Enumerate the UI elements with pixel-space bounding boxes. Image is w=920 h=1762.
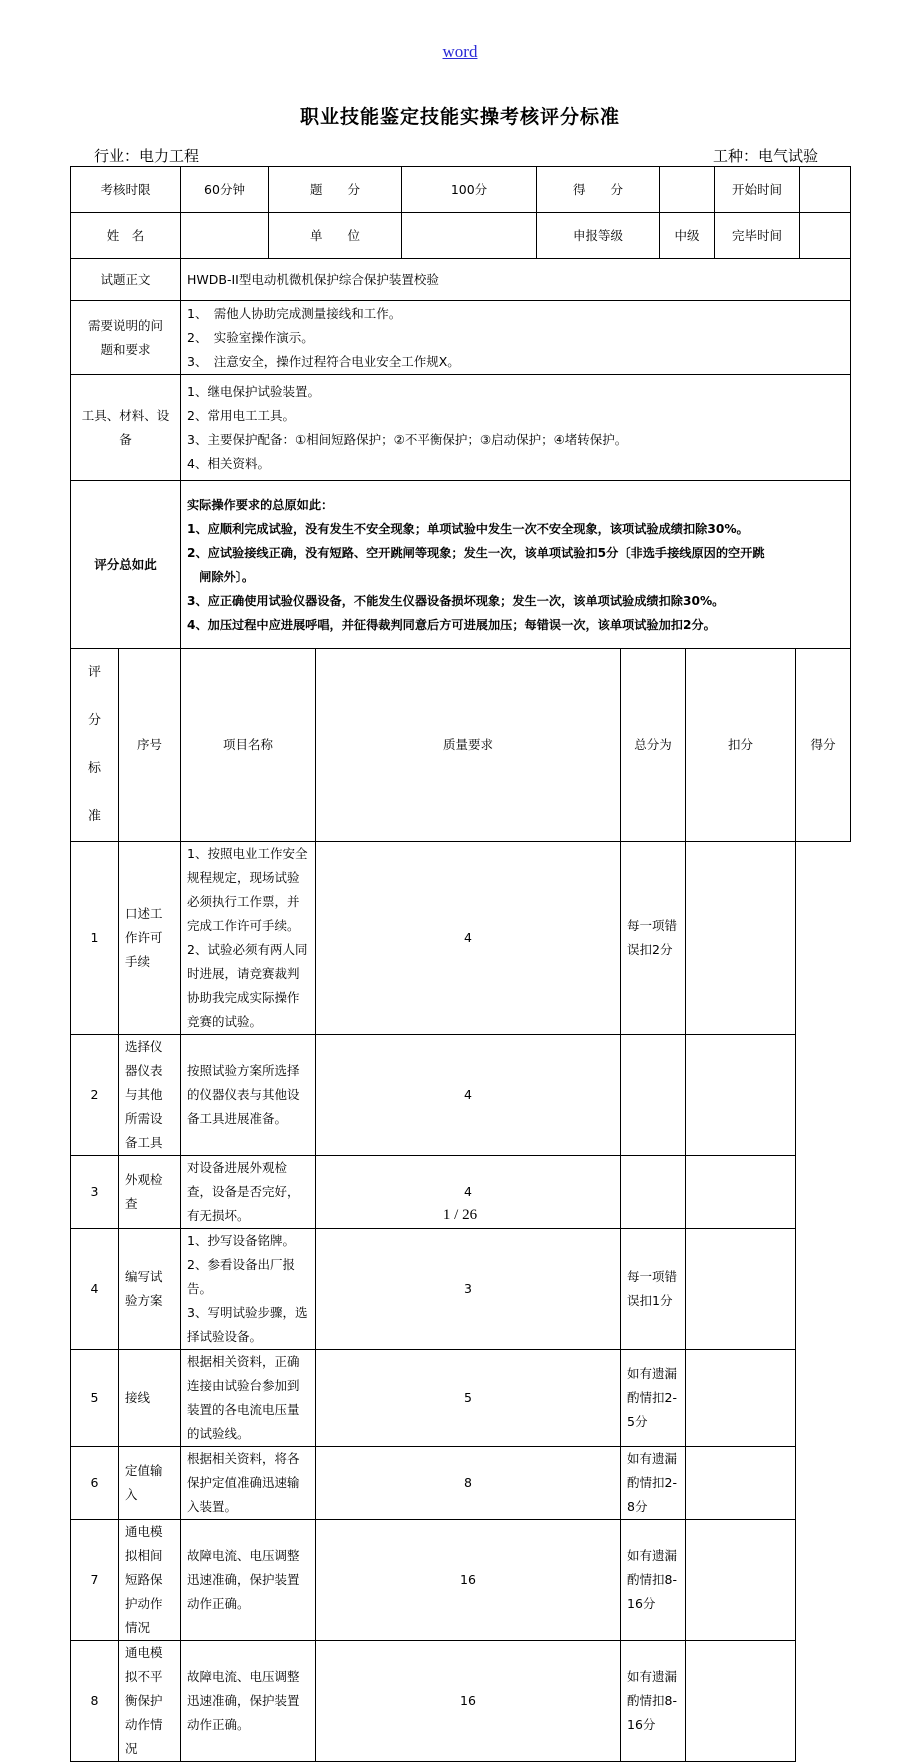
item-total: 16 xyxy=(316,1520,621,1641)
header-word-link[interactable]: word xyxy=(442,42,478,61)
table-row xyxy=(71,1641,851,1762)
level-label: 申报等级 xyxy=(537,213,660,259)
topic-label: 试题正文 xyxy=(71,259,181,301)
start-time-label: 开始时间 xyxy=(715,167,800,213)
item-no: 7 xyxy=(71,1520,119,1641)
summary-line: 3、应正确使用试验仪器设备，不能发生仪器设备损坏现象；发生一次，该单项试验成绩扣除30%。 xyxy=(187,593,725,608)
item-got-cell[interactable] xyxy=(686,1641,796,1762)
item-total: 5 xyxy=(316,1350,621,1447)
item-total: 4 xyxy=(316,842,621,1035)
tool-line: 2、常用电工工具。 xyxy=(187,407,295,423)
item-name: 通电模拟相间短路保护动作情况 xyxy=(119,1520,181,1641)
summary-line: 2、应试验接线正确，没有短路、空开跳闸等现象；发生一次，该单项试验扣5分〔非选手接线原因的空开跳 xyxy=(187,545,765,560)
item-got-cell[interactable] xyxy=(686,1350,796,1447)
item-no: 2 xyxy=(71,1035,119,1156)
finish-time-label: 完毕时间 xyxy=(715,213,800,259)
notes-cell xyxy=(181,301,851,375)
trade-label: 工种：电气试验 xyxy=(712,147,818,165)
side-char: 分 xyxy=(87,713,101,728)
table-row xyxy=(71,1520,851,1641)
item-requirement: 按照试验方案所选择的仪器仪表与其他设备工具进展准备。 xyxy=(181,1035,316,1156)
item-total: 3 xyxy=(316,1229,621,1350)
notes-label: 需要说明的问题和要求 xyxy=(71,301,181,375)
got-value-cell[interactable] xyxy=(660,167,715,213)
item-name: 通电模拟不平衡保护动作情况 xyxy=(119,1641,181,1762)
item-deduct: 如有遗漏酌情扣8-16分 xyxy=(621,1520,686,1641)
item-deduct: 如有遗漏酌情扣2-5分 xyxy=(621,1350,686,1447)
item-deduct: 如有遗漏酌情扣8-16分 xyxy=(621,1641,686,1762)
score-label: 题 分 xyxy=(269,167,402,213)
item-requirement: 1、抄写设备铭牌。 2、参看设备出厂报告。 3、写明试验步骤，选择试验设备。 xyxy=(181,1229,316,1350)
item-name: 定值输入 xyxy=(119,1447,181,1520)
info-table xyxy=(70,166,851,649)
item-deduct xyxy=(621,1035,686,1156)
score-value: 100分 xyxy=(402,167,537,213)
table-row xyxy=(71,1035,851,1156)
item-deduct: 如有遗漏酌情扣2-8分 xyxy=(621,1447,686,1520)
item-requirement: 根据相关资料，将各保护定值准确迅速输入装置。 xyxy=(181,1447,316,1520)
item-got-cell[interactable] xyxy=(686,1229,796,1350)
table-row xyxy=(71,842,851,1035)
table-row xyxy=(71,1229,851,1350)
item-no: 3 xyxy=(71,1156,119,1229)
tool-line: 1、继电保护试验装置。 xyxy=(187,383,320,399)
exam-time-label: 考核时限 xyxy=(71,167,181,213)
table-row xyxy=(71,1350,851,1447)
item-got-cell[interactable] xyxy=(686,1447,796,1520)
item-no: 4 xyxy=(71,1229,119,1350)
name-label: 姓 名 xyxy=(71,213,181,259)
item-name: 接线 xyxy=(119,1350,181,1447)
item-requirement: 根据相关资料，正确连接由试验台参加到装置的各电流电压量的试验线。 xyxy=(181,1350,316,1447)
summary-line: 1、应顺利完成试验，没有发生不安全现象；单项试验中发生一次不安全现象，该项试验成绩扣除30%。 xyxy=(187,521,749,536)
item-name: 编写试验方案 xyxy=(119,1229,181,1350)
scoring-table xyxy=(70,648,851,1762)
tool-line: 4、相关资料。 xyxy=(187,455,270,471)
name-cell[interactable] xyxy=(181,213,269,259)
side-char: 准 xyxy=(87,809,101,824)
item-deduct: 每一项错误扣1分 xyxy=(621,1229,686,1350)
table-row xyxy=(71,1447,851,1520)
level-value: 中级 xyxy=(660,213,715,259)
item-name: 口述工作许可手续 xyxy=(119,842,181,1035)
item-no: 5 xyxy=(71,1350,119,1447)
item-name: 选择仪器仪表与其他所需设备工具 xyxy=(119,1035,181,1156)
topic-value: HWDB-II型电动机微机保护综合保护装置校验 xyxy=(181,259,851,301)
unit-label: 单 位 xyxy=(269,213,402,259)
got-label: 得 分 xyxy=(537,167,660,213)
note-line: 2、 实验室操作演示。 xyxy=(187,329,314,345)
item-got-cell[interactable] xyxy=(686,842,796,1035)
tool-line: 3、主要保护配备：①相间短路保护；②不平衡保护；③启动保护；④堵转保护。 xyxy=(187,431,628,447)
summary-cell xyxy=(181,481,851,649)
exam-time-value: 60分钟 xyxy=(181,167,269,213)
note-line: 3、 注意安全，操作过程符合电业安全工作规X。 xyxy=(187,353,460,369)
item-requirement: 对设备进展外观检查，设备是否完好，有无损坏。 xyxy=(181,1156,316,1229)
tools-label: 工具、材料、设备 xyxy=(71,375,181,481)
side-char: 评 xyxy=(87,665,101,680)
header-no: 序号 xyxy=(119,649,181,842)
industry-label: 行业：电力工程 xyxy=(94,147,200,165)
item-got-cell[interactable] xyxy=(686,1035,796,1156)
summary-line: 实际操作要求的总原如此： xyxy=(187,497,334,512)
header-requirement: 质量要求 xyxy=(316,649,621,842)
page-number: 1 / 26 xyxy=(442,1207,478,1223)
item-no: 1 xyxy=(71,842,119,1035)
unit-cell[interactable] xyxy=(402,213,537,259)
header-total: 总分为 xyxy=(621,649,686,842)
tools-cell xyxy=(181,375,851,481)
scoring-side-label xyxy=(71,649,119,842)
start-time-cell[interactable] xyxy=(800,167,851,213)
item-no: 8 xyxy=(71,1641,119,1762)
summary-line: 闸除外〕。 xyxy=(187,569,255,584)
header-deduct: 扣分 xyxy=(686,649,796,842)
item-requirement: 故障电流、电压调整迅速准确，保护装置动作正确。 xyxy=(181,1641,316,1762)
item-total: 4 xyxy=(316,1156,621,1229)
summary-line: 4、加压过程中应进展呼唱，并征得裁判同意后方可进展加压；每错误一次，该单项试验加扣2分。 xyxy=(187,617,716,632)
summary-label: 评分总如此 xyxy=(71,481,181,649)
item-requirement: 故障电流、电压调整迅速准确，保护装置动作正确。 xyxy=(181,1520,316,1641)
item-requirement: 1、按照电业工作安全规程规定，现场试验必须执行工作票，并完成工作许可手续。 2、试验必须有两人同时进展，请竞赛裁判协助我完成实际操作竞赛的试验。 xyxy=(181,842,316,1035)
item-deduct: 每一项错误扣2分 xyxy=(621,842,686,1035)
item-name: 外观检查 xyxy=(119,1156,181,1229)
finish-time-cell[interactable] xyxy=(800,213,851,259)
page-title: 职业技能鉴定技能实操考核评分标准 xyxy=(299,106,620,128)
header-got: 得分 xyxy=(796,649,851,842)
header-name: 项目名称 xyxy=(181,649,316,842)
item-total: 16 xyxy=(316,1641,621,1762)
item-got-cell[interactable] xyxy=(686,1520,796,1641)
item-no: 6 xyxy=(71,1447,119,1520)
item-total: 8 xyxy=(316,1447,621,1520)
note-line: 1、 需他人协助完成测量接线和工作。 xyxy=(187,305,402,321)
side-char: 标 xyxy=(87,761,101,776)
item-total: 4 xyxy=(316,1035,621,1156)
